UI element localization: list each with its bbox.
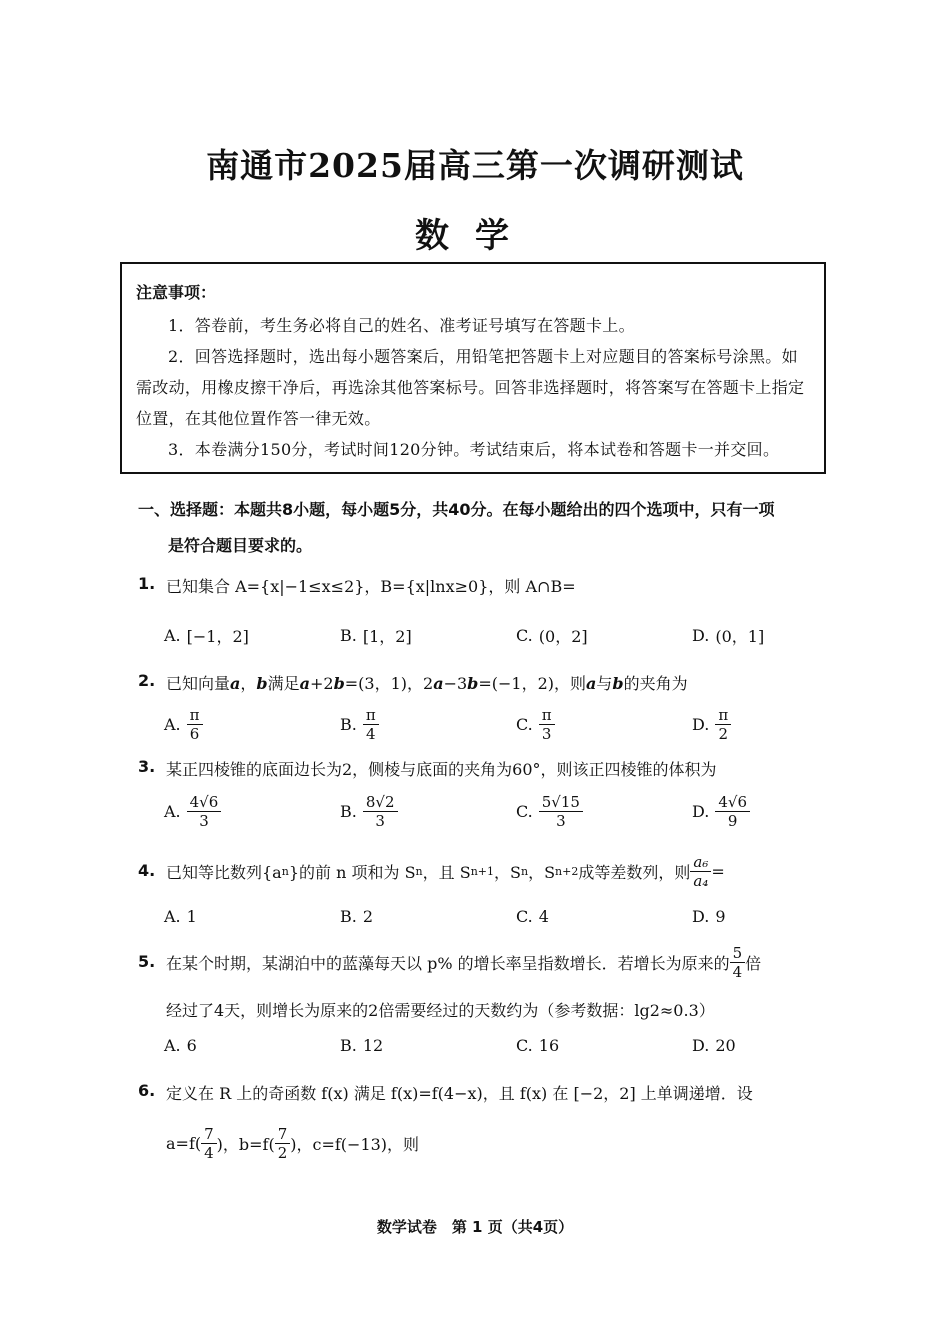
option-value: [1，2] xyxy=(362,627,412,646)
option-value: 12 xyxy=(362,1036,384,1055)
b-fraction: $\frac{7}{2}$ xyxy=(275,1125,291,1162)
option-label: C. xyxy=(516,715,533,734)
option-fraction: $\frac{5√15}{3}$ xyxy=(539,793,583,830)
option-fraction: $\frac{\pi}{3}$ xyxy=(539,706,555,743)
option-label: D. xyxy=(692,802,710,821)
option-b[interactable] xyxy=(340,907,373,926)
option-label: A. xyxy=(164,715,181,734)
option-label: D. xyxy=(692,715,710,734)
question-number: 4. xyxy=(138,861,156,880)
option-a[interactable] xyxy=(164,1036,197,1055)
section-heading xyxy=(138,492,828,564)
option-fraction: $\frac{\pi}{2}$ xyxy=(715,706,731,743)
option-label: B. xyxy=(340,715,357,734)
notice-item-3: 3．本卷满分150分，考试时间120分钟。考试结束后，将本试卷和答题卡一并交回。 xyxy=(168,440,780,459)
option-b[interactable] xyxy=(340,1036,383,1055)
page-title: 南通市2025届高三第一次调研测试 xyxy=(206,146,744,185)
option-b[interactable] xyxy=(340,793,398,830)
option-fraction: $\frac{\pi}{4}$ xyxy=(363,706,379,743)
question-text-line-2: a=f( $\frac{7}{4}$ )，b=f( $\frac{7}{2}$ )，c=f(−13)，则 xyxy=(166,1125,420,1162)
question-text-line-1: 在某个时期，某湖泊中的蓝藻每天以 p% 的增长率呈指数增长．若增长为原来的 $\frac{5}{4}$ 倍 xyxy=(166,944,762,981)
option-label: A. xyxy=(164,907,181,926)
option-label: B. xyxy=(340,802,357,821)
question-number: 1. xyxy=(138,574,156,593)
option-value: [−1，2] xyxy=(186,627,249,646)
question-text: 某正四棱锥的底面边长为2，侧棱与底面的夹角为60°，则该正四棱锥的体积为 xyxy=(166,760,717,779)
option-value: 4 xyxy=(538,907,549,926)
option-label: C. xyxy=(516,907,533,926)
option-label: D. xyxy=(692,907,710,926)
ratio-fraction: $\frac{\text{a₆}}{\text{a₄}}$ xyxy=(690,853,711,890)
option-value: 9 xyxy=(715,907,726,926)
notice-box xyxy=(120,262,826,474)
page-footer: 数学试卷 第 1 页（共4页） xyxy=(376,1218,574,1236)
subject-title: 数学 xyxy=(415,216,535,256)
question-text-line-1: 定义在 R 上的奇函数 f(x) 满足 f(x)=f(4−x)，且 f(x) 在 [−2，2] 上单调递增．设 xyxy=(166,1084,753,1103)
option-value: (0，2] xyxy=(538,627,588,646)
option-label: C. xyxy=(516,802,533,821)
question-number: 3. xyxy=(138,757,156,776)
option-c[interactable] xyxy=(516,1036,559,1055)
notice-heading: 注意事项： xyxy=(136,283,217,302)
option-label: A. xyxy=(164,802,181,821)
section-line-1: 一、选择题：本题共8小题，每小题5分，共40分。在每小题给出的四个选项中，只有一项 xyxy=(138,500,775,519)
growth-fraction: $\frac{5}{4}$ xyxy=(730,944,746,981)
option-label: B. xyxy=(340,907,357,926)
option-d[interactable] xyxy=(692,1036,736,1055)
option-fraction: $\frac{4√6}{9}$ xyxy=(715,793,750,830)
option-value: 20 xyxy=(715,1036,736,1055)
a-fraction: $\frac{7}{4}$ xyxy=(201,1125,217,1162)
option-c[interactable] xyxy=(516,907,549,926)
option-label: D. xyxy=(692,1036,710,1055)
option-label: C. xyxy=(516,1036,533,1055)
option-label: A. xyxy=(164,626,181,645)
option-fraction: $\frac{\pi}{6}$ xyxy=(187,706,203,743)
question-text-line-2: 经过了4天，则增长为原来的2倍需要经过的天数约为（参考数据：lg2≈0.3） xyxy=(166,1001,715,1020)
option-label: B. xyxy=(340,626,357,645)
option-b[interactable] xyxy=(340,624,412,647)
option-c[interactable] xyxy=(516,624,588,647)
option-label: A. xyxy=(164,1036,181,1055)
option-value: 16 xyxy=(538,1036,560,1055)
option-a[interactable] xyxy=(164,793,221,830)
option-c[interactable] xyxy=(516,793,583,830)
option-value: (0，1] xyxy=(715,627,765,646)
question-text: 已知集合 A={x|−1≤x≤2}，B={x|lnx≥0}，则 A∩B= xyxy=(166,577,576,596)
question-number: 6. xyxy=(138,1081,156,1100)
option-label: B. xyxy=(340,1036,357,1055)
question-number: 5. xyxy=(138,952,156,971)
option-a[interactable] xyxy=(164,706,203,743)
option-value: 2 xyxy=(362,907,374,926)
option-a[interactable] xyxy=(164,624,249,647)
option-d[interactable] xyxy=(692,907,726,926)
question-text: 已知向量a，b满足a+2b=(3，1)，2a−3b=(−1，2)，则a与b的夹角为 xyxy=(166,674,688,693)
option-d[interactable] xyxy=(692,706,731,743)
section-line-2: 是符合题目要求的。 xyxy=(168,536,313,555)
option-label: D. xyxy=(692,626,710,645)
option-c[interactable] xyxy=(516,706,555,743)
option-value: 1 xyxy=(186,907,197,926)
option-d[interactable] xyxy=(692,793,750,830)
notice-item-2: 2．回答选择题时，选出每小题答案后，用铅笔把答题卡上对应题目的答案标号涂黑。如需改动，用橡皮擦干净后，再选涂其他答案标号。回答非选择题时，将答案写在答题卡上指定位置，在其他位置作答一律无效。 xyxy=(136,347,805,428)
question-text: 已知等比数列{a n }的前 n 项和为 S n ，且 S n+1 ，S n ，S n+2 成等差数列，则 $\frac{\text{a₆}}{\text{a₄}}$ = xyxy=(166,853,725,890)
notice-item-1: 1．答卷前，考生务必将自己的姓名、准考证号填写在答题卡上。 xyxy=(168,316,635,335)
option-d[interactable] xyxy=(692,624,764,647)
option-fraction: $\frac{4√6}{3}$ xyxy=(187,793,222,830)
option-b[interactable] xyxy=(340,706,379,743)
option-fraction: $\frac{8√2}{3}$ xyxy=(363,793,398,830)
option-value: 6 xyxy=(186,1036,197,1055)
option-a[interactable] xyxy=(164,907,197,926)
option-label: C. xyxy=(516,626,533,645)
question-number: 2. xyxy=(138,671,156,690)
